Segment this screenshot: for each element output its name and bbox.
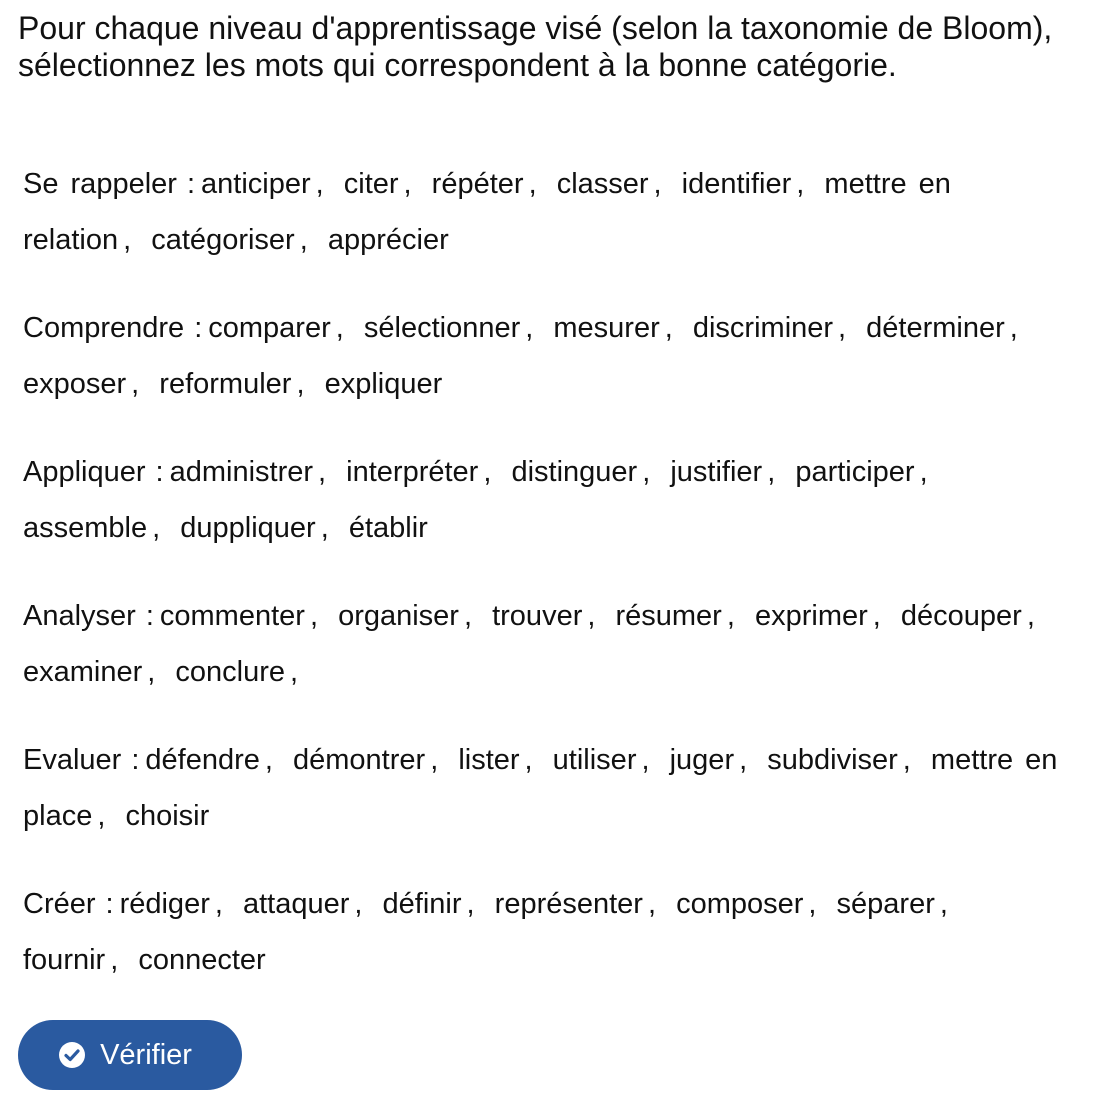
category-colon: : (155, 456, 164, 488)
check-circle-icon (58, 1041, 86, 1069)
selectable-word[interactable]: classer (556, 168, 649, 200)
selectable-word[interactable]: fournir (23, 944, 106, 976)
word-separator: , (641, 744, 650, 776)
category-colon: : (194, 312, 203, 344)
category-5 (23, 876, 1063, 988)
selectable-word[interactable]: justifier (670, 456, 763, 488)
word-separator: , (430, 744, 439, 776)
selectable-word[interactable]: conclure (175, 656, 286, 688)
selectable-word[interactable]: mettre en place (23, 744, 1058, 832)
category-label: Se rappeler (23, 168, 177, 200)
selectable-word[interactable]: apprécier (327, 224, 449, 256)
word-separator: , (902, 744, 911, 776)
selectable-word[interactable]: exposer (23, 368, 127, 400)
word-separator: , (335, 312, 344, 344)
word-separator: , (320, 512, 329, 544)
word-separator: , (587, 600, 596, 632)
word-separator: , (872, 600, 881, 632)
categories-list (23, 156, 1063, 1020)
word-separator: , (403, 168, 412, 200)
category-label: Analyser (23, 600, 136, 632)
selectable-word[interactable]: attaquer (242, 888, 350, 920)
selectable-word[interactable]: assemble (23, 512, 148, 544)
selectable-word[interactable]: défendre (145, 744, 260, 776)
word-separator: , (808, 888, 817, 920)
category-label: Evaluer (23, 744, 122, 776)
category-label: Créer (23, 888, 96, 920)
selectable-word[interactable]: sélectionner (363, 312, 521, 344)
word-separator: , (524, 744, 533, 776)
question-text: Pour chaque niveau d'apprentissage visé (selon la taxonomie de Bloom), sélectionnez les mots qui correspondent à la bonne catégorie. (18, 10, 1053, 83)
selectable-word[interactable]: duppliquer (180, 512, 316, 544)
selectable-word[interactable]: comparer (208, 312, 331, 344)
word-separator: , (466, 888, 475, 920)
word-separator: , (296, 368, 305, 400)
selectable-word[interactable]: trouver (492, 600, 583, 632)
selectable-word[interactable]: répéter (431, 168, 524, 200)
word-separator: , (642, 456, 651, 488)
selectable-word[interactable]: reformuler (159, 368, 292, 400)
selectable-word[interactable]: discriminer (692, 312, 834, 344)
word-separator: , (123, 224, 132, 256)
word-separator: , (214, 888, 223, 920)
selectable-word[interactable]: représenter (494, 888, 643, 920)
word-separator: , (97, 800, 106, 832)
verify-button[interactable] (18, 1020, 242, 1090)
selectable-word[interactable]: découper (900, 600, 1022, 632)
word-separator: , (131, 368, 140, 400)
selectable-word[interactable]: choisir (125, 800, 210, 832)
category-colon: : (105, 888, 114, 920)
word-separator: , (647, 888, 657, 920)
category-label: Comprendre (23, 312, 185, 344)
category-2 (23, 444, 1063, 556)
selectable-word[interactable]: examiner (23, 656, 143, 688)
word-separator: , (315, 168, 324, 200)
selectable-word[interactable]: rédiger (119, 888, 210, 920)
category-label: Appliquer (23, 456, 146, 488)
category-colon: : (186, 168, 195, 200)
word-separator: , (664, 312, 673, 344)
selectable-word[interactable]: participer (795, 456, 915, 488)
selectable-word[interactable]: composer (676, 888, 804, 920)
selectable-word[interactable]: déterminer (866, 312, 1005, 344)
word-separator: , (264, 744, 273, 776)
word-separator: , (767, 456, 776, 488)
selectable-word[interactable]: établir (348, 512, 428, 544)
word-separator: , (309, 600, 318, 632)
word-separator: , (152, 512, 161, 544)
selectable-word[interactable]: mesurer (553, 312, 660, 344)
verify-button-label: Vérifier (100, 1038, 192, 1071)
selectable-word[interactable]: résumer (615, 600, 722, 632)
word-separator: , (939, 888, 948, 920)
category-colon: : (131, 744, 140, 776)
word-separator: , (796, 168, 805, 200)
word-separator: , (290, 656, 299, 688)
word-separator: , (463, 600, 473, 632)
selectable-word[interactable]: utiliser (552, 744, 637, 776)
word-separator: , (528, 168, 537, 200)
word-separator: , (726, 600, 735, 632)
selectable-word[interactable]: expliquer (324, 368, 443, 400)
selectable-word[interactable]: définir (382, 888, 462, 920)
word-separator: , (739, 744, 748, 776)
word-separator: , (1009, 312, 1018, 344)
word-separator: , (1026, 600, 1035, 632)
selectable-word[interactable]: distinguer (511, 456, 638, 488)
word-separator: , (147, 656, 156, 688)
word-separator: , (299, 224, 308, 256)
selectable-word[interactable]: juger (669, 744, 735, 776)
word-separator: , (483, 456, 492, 488)
word-separator: , (354, 888, 363, 920)
selectable-word[interactable]: exprimer (754, 600, 868, 632)
category-3 (23, 588, 1063, 700)
selectable-word[interactable]: commenter (159, 600, 305, 632)
selectable-word[interactable]: organiser (338, 600, 459, 632)
selectable-word[interactable]: anticiper (201, 168, 311, 200)
word-separator: , (525, 312, 534, 344)
category-0 (23, 156, 1063, 268)
selectable-word[interactable]: séparer (836, 888, 935, 920)
word-separator: , (318, 456, 327, 488)
selectable-word[interactable]: administrer (169, 456, 314, 488)
category-1 (23, 300, 1063, 412)
selectable-word[interactable]: lister (458, 744, 520, 776)
word-separator: , (653, 168, 662, 200)
category-4 (23, 732, 1063, 844)
selectable-word[interactable]: démontrer (293, 744, 426, 776)
selectable-word[interactable]: mettre en relation (23, 168, 951, 256)
word-separator: , (919, 456, 928, 488)
selectable-word[interactable]: identifier (681, 168, 792, 200)
selectable-word[interactable]: catégoriser (151, 224, 295, 256)
selectable-word[interactable]: subdiviser (767, 744, 898, 776)
category-colon: : (145, 600, 154, 632)
word-separator: , (838, 312, 847, 344)
word-separator: , (110, 944, 119, 976)
selectable-word[interactable]: connecter (138, 944, 266, 976)
selectable-word[interactable]: citer (343, 168, 399, 200)
selectable-word[interactable]: interpréter (346, 456, 479, 488)
